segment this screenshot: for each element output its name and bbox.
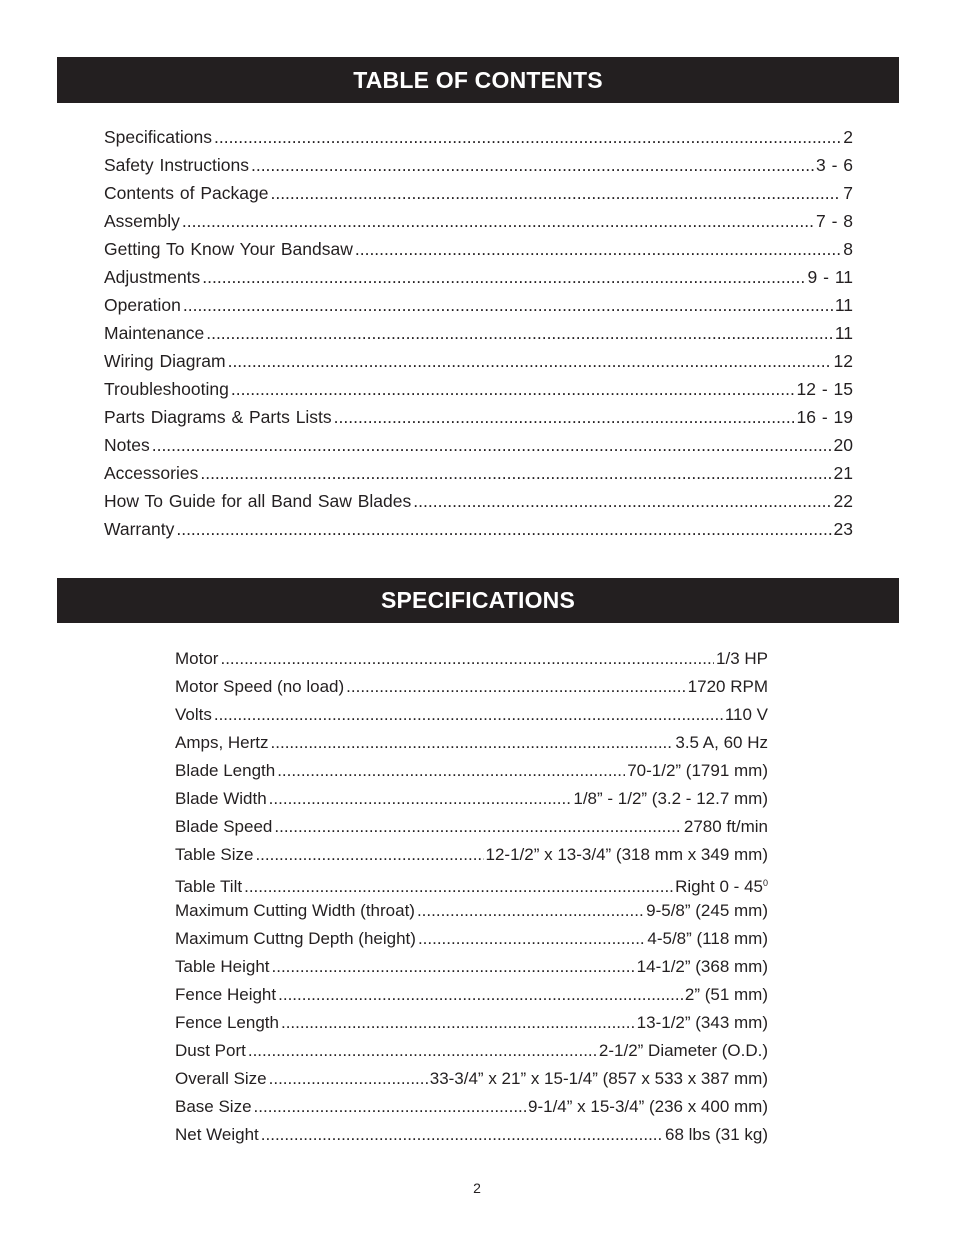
- dot-leader: [334, 403, 795, 431]
- toc-entry-page: 12 - 15: [796, 379, 853, 399]
- spec-label: Motor: [175, 649, 219, 668]
- spec-label: Blade Speed: [175, 817, 273, 836]
- toc-entry: [104, 151, 853, 179]
- toc-entry-label: Wiring Diagram: [104, 351, 226, 371]
- spec-value: 3.5 A, 60 Hz: [675, 733, 768, 752]
- toc-entry: [104, 319, 853, 347]
- toc-entry-page: 22: [833, 491, 853, 511]
- spec-row: [175, 841, 768, 869]
- dot-leader: [418, 925, 645, 953]
- spec-value: 9-5/8” (245 mm): [646, 901, 768, 920]
- toc-entry-page: 7 - 8: [815, 211, 853, 231]
- dot-leader: [244, 873, 673, 897]
- toc-entry-label: Adjustments: [104, 267, 201, 287]
- specifications-heading-banner: [57, 578, 899, 623]
- spec-label: Motor Speed (no load): [175, 677, 345, 696]
- dot-leader: [277, 757, 625, 785]
- spec-row: [175, 645, 768, 673]
- dot-leader: [214, 123, 841, 151]
- spec-value: 12-1/2” x 13-3/4” (318 mm x 349 mm): [485, 845, 768, 864]
- dot-leader: [183, 291, 833, 319]
- spec-row: [175, 869, 768, 897]
- spec-value: 14-1/2” (368 mm): [636, 957, 768, 976]
- dot-leader: [355, 235, 841, 263]
- spec-value: 110 V: [724, 705, 768, 724]
- spec-row: [175, 897, 768, 925]
- toc-entry-page: 11: [834, 295, 853, 315]
- toc-entry-page: 23: [833, 519, 853, 539]
- dot-leader: [272, 953, 635, 981]
- spec-row: [175, 925, 768, 953]
- toc-entry: [104, 459, 853, 487]
- dot-leader: [269, 1065, 428, 1093]
- spec-value: 70-1/2” (1791 mm): [627, 761, 768, 780]
- toc-entry-label: Accessories: [104, 463, 199, 483]
- toc-entry-page: 9 - 11: [807, 267, 853, 287]
- dot-leader: [214, 701, 723, 729]
- spec-row: [175, 729, 768, 757]
- spec-row: [175, 953, 768, 981]
- dot-leader: [281, 1009, 635, 1037]
- spec-label: Table Tilt: [175, 877, 243, 896]
- dot-leader: [228, 347, 832, 375]
- toc-entry-page: 11: [834, 323, 853, 343]
- spec-value: 4-5/8” (118 mm): [647, 929, 768, 948]
- toc-entry-label: Warranty: [104, 519, 175, 539]
- spec-value: 1720 RPM: [687, 677, 768, 696]
- toc-entry: [104, 431, 853, 459]
- specifications-heading: SPECIFICATIONS: [380, 587, 576, 613]
- dot-leader: [182, 207, 814, 235]
- spec-value: 9-1/4” x 15-3/4” (236 x 400 mm): [528, 1097, 768, 1116]
- spec-label: Overall Size: [175, 1069, 267, 1088]
- toc-entry: [104, 179, 853, 207]
- toc-heading-banner: [57, 57, 899, 103]
- dot-leader: [269, 785, 572, 813]
- spec-row: [175, 1065, 768, 1093]
- toc-entry-label: Contents of Package: [104, 183, 269, 203]
- toc-entry: [104, 123, 853, 151]
- dot-leader: [251, 151, 814, 179]
- dot-leader: [417, 897, 644, 925]
- spec-value: 68 lbs (31 kg): [665, 1125, 768, 1144]
- toc-list: [104, 123, 853, 543]
- spec-row: [175, 757, 768, 785]
- spec-label: Table Size: [175, 845, 254, 864]
- spec-label: Blade Length: [175, 761, 276, 780]
- toc-entry: [104, 487, 853, 515]
- dot-leader: [346, 673, 686, 701]
- toc-entry-label: Getting To Know Your Bandsaw: [104, 239, 353, 259]
- spec-value: 1/8” - 1/2” (3.2 - 12.7 mm): [573, 789, 768, 808]
- spec-label: Maximum Cutting Width (throat): [175, 901, 415, 920]
- toc-entry-label: Assembly: [104, 211, 180, 231]
- degree-superscript: 0: [762, 878, 768, 888]
- toc-entry: [104, 375, 853, 403]
- dot-leader: [176, 515, 831, 543]
- spec-value: 2780 ft/min: [683, 817, 768, 836]
- toc-entry-label: Maintenance: [104, 323, 205, 343]
- toc-entry-page: 20: [833, 435, 853, 455]
- spec-label: Fence Height: [175, 985, 277, 1004]
- dot-leader: [152, 431, 832, 459]
- spec-row: [175, 1093, 768, 1121]
- toc-entry-label: Notes: [104, 435, 150, 455]
- toc-entry-label: How To Guide for all Band Saw Blades: [104, 491, 412, 511]
- spec-value: Right $0 - 45^0$: [675, 877, 768, 896]
- toc-entry: [104, 235, 853, 263]
- dot-leader: [206, 319, 833, 347]
- dot-leader: [231, 375, 795, 403]
- toc-entry-page: 16 - 19: [796, 407, 853, 427]
- spec-row: [175, 673, 768, 701]
- dot-leader: [274, 813, 682, 841]
- spec-value: 33-3/4” x 21” x 15-1/4” (857 x 533 x 387 mm): [429, 1069, 768, 1088]
- dot-leader: [202, 263, 805, 291]
- toc-entry-label: Specifications: [104, 127, 212, 147]
- spec-label: Maximum Cuttng Depth (height): [175, 929, 416, 948]
- specifications-list: [175, 645, 768, 1149]
- spec-value: 1/3 HP: [716, 649, 768, 668]
- toc-entry: [104, 291, 853, 319]
- toc-entry-label: Parts Diagrams & Parts Lists: [104, 407, 332, 427]
- spec-row: [175, 813, 768, 841]
- spec-value: 13-1/2” (343 mm): [636, 1013, 768, 1032]
- dot-leader: [271, 729, 674, 757]
- spec-label: Volts: [175, 705, 212, 724]
- spec-label: Amps, Hertz: [175, 733, 269, 752]
- dot-leader: [200, 459, 831, 487]
- dot-leader: [270, 179, 841, 207]
- toc-entry-page: 7: [843, 183, 853, 203]
- spec-label: Base Size: [175, 1097, 252, 1116]
- spec-row: [175, 981, 768, 1009]
- dot-leader: [413, 487, 831, 515]
- spec-value: 2” (51 mm): [684, 985, 768, 1004]
- toc-entry: [104, 207, 853, 235]
- toc-entry-page: 2: [843, 127, 853, 147]
- spec-row: [175, 785, 768, 813]
- page-number: 2: [473, 1180, 481, 1196]
- spec-label: Blade Width: [175, 789, 267, 808]
- toc-entry-page: 12: [833, 351, 853, 371]
- spec-label: Table Height: [175, 957, 270, 976]
- spec-row: [175, 1037, 768, 1065]
- dot-leader: [261, 1121, 663, 1149]
- toc-entry-page: 21: [833, 463, 853, 483]
- spec-row: [175, 1121, 768, 1149]
- toc-entry: [104, 403, 853, 431]
- dot-leader: [254, 1093, 526, 1121]
- dot-leader: [278, 981, 683, 1009]
- spec-label: Net Weight: [175, 1125, 259, 1144]
- spec-row: [175, 1009, 768, 1037]
- toc-entry: [104, 515, 853, 543]
- dot-leader: [220, 645, 714, 673]
- toc-entry: [104, 263, 853, 291]
- toc-entry-page: 3 - 6: [815, 155, 853, 175]
- toc-entry-label: Operation: [104, 295, 181, 315]
- spec-value: 2-1/2” Diameter (O.D.): [598, 1041, 768, 1060]
- toc-entry-page: 8: [843, 239, 853, 259]
- dot-leader: [255, 841, 483, 869]
- toc-entry: [104, 347, 853, 375]
- spec-label: Dust Port: [175, 1041, 246, 1060]
- dot-leader: [248, 1037, 597, 1065]
- toc-entry-label: Safety Instructions: [104, 155, 249, 175]
- spec-label: Fence Length: [175, 1013, 279, 1032]
- toc-entry-label: Troubleshooting: [104, 379, 229, 399]
- spec-row: [175, 701, 768, 729]
- toc-heading: TABLE OF CONTENTS: [353, 66, 603, 93]
